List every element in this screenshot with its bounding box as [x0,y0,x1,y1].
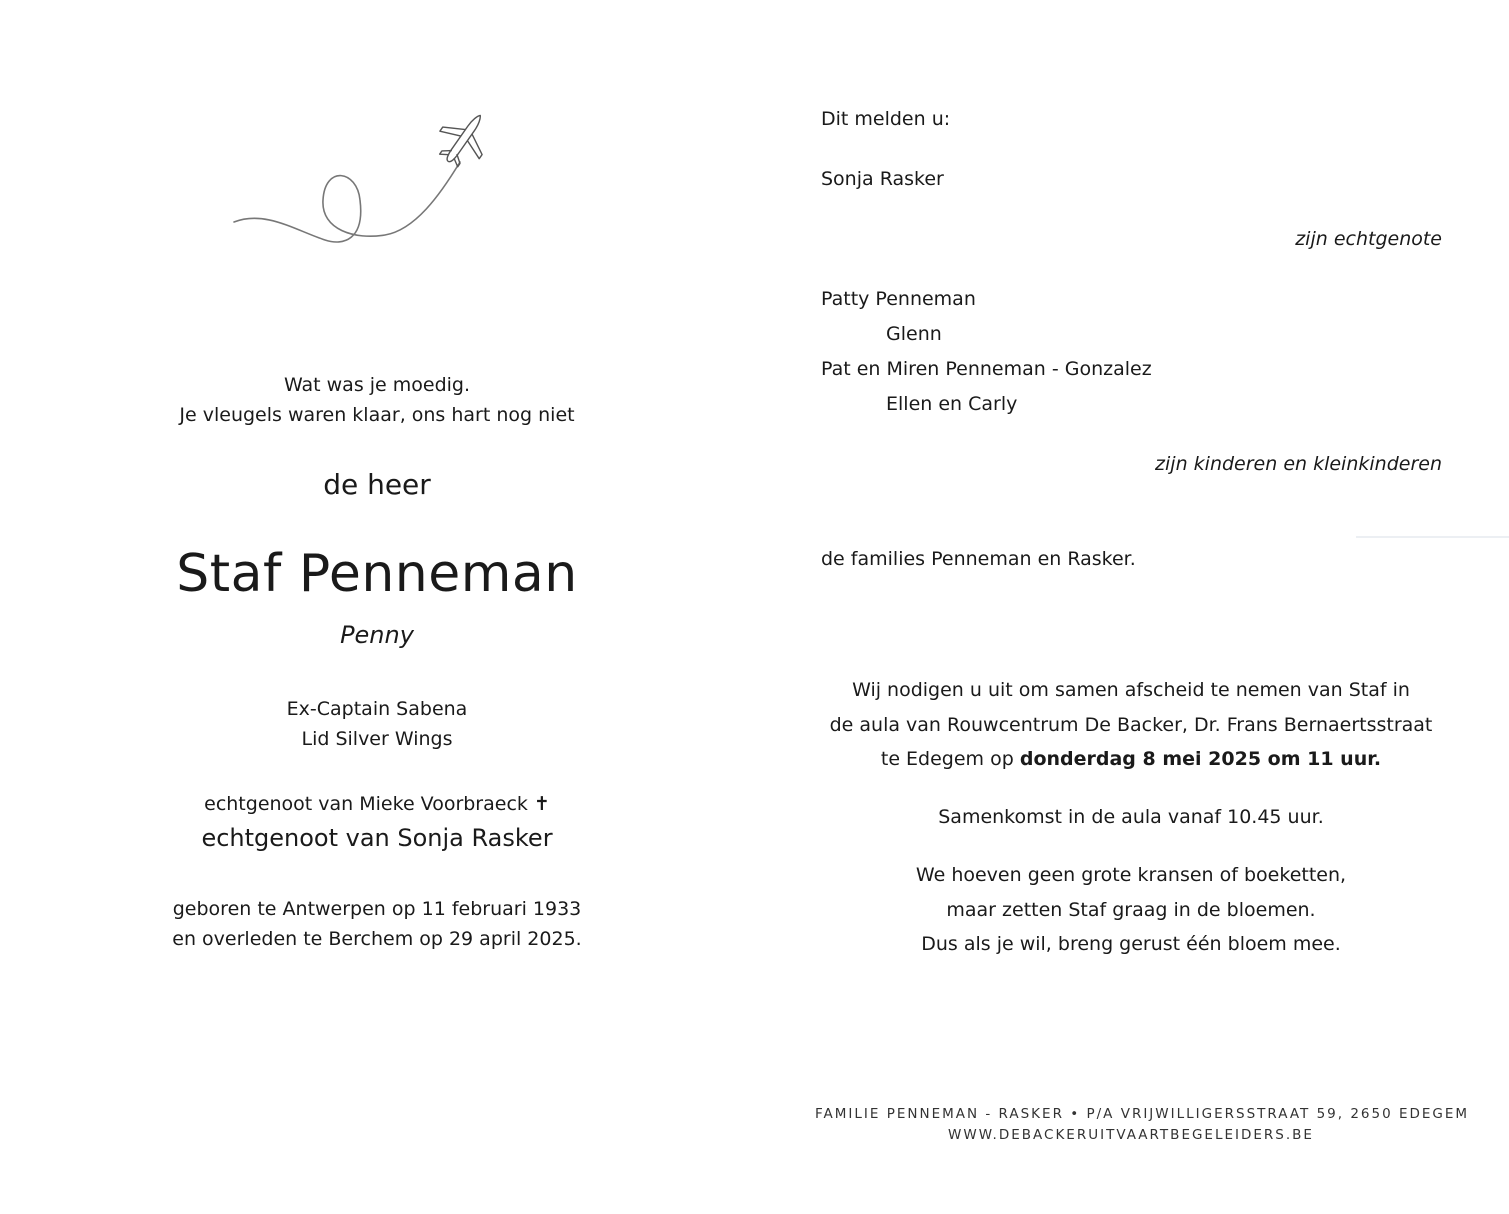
flowers-line-3: Dus als je wil, breng gerust één bloem mee. [921,933,1341,955]
gathering-text: Samenkomst in de aula vanaf 10.45 uur. [938,806,1324,828]
spouse-1-text: echtgenoot van Mieke Voorbraeck [204,793,528,815]
flowers-line-2: maar zetten Staf graag in de bloemen. [946,899,1316,921]
grandchild-row: Glenn [886,323,942,345]
invite-line-3-prefix: te Edegem op [880,748,1020,770]
role-line-1: Ex-Captain Sabena [286,698,468,720]
wife-label: zijn echtgenote [1295,228,1442,250]
intro-text: Dit melden u: [821,108,951,130]
invite-line-3 [815,748,1447,770]
quote-line-1: Wat was je moedig. [283,374,471,396]
spouse-line-2: echtgenoot van Sonja Rasker [201,824,553,852]
spouse-line-1 [87,793,667,815]
children-label: zijn kinderen en kleinkinderen [1155,453,1442,475]
airplane-loop-icon [225,100,495,264]
wife-name: Sonja Rasker [821,168,944,190]
service-date: donderdag 8 mei 2025 om 11 uur. [1019,748,1382,770]
death-line: en overleden te Berchem op 29 april 2025. [172,928,582,950]
birth-line: geboren te Antwerpen op 11 februari 1933 [172,898,582,920]
invite-line-1: Wij nodigen u uit om samen afscheid te nemen van Staf in [852,679,1410,701]
child-row: Pat en Miren Penneman - Gonzalez [821,358,1152,380]
quote-line-2: Je vleugels waren klaar, ons hart nog niet [179,404,575,426]
footer-address: FAMILIE PENNEMAN - RASKER • P/A VRIJWILLIGERSSTRAAT 59, 2650 EDEGEM [815,1106,1470,1122]
families-text: de families Penneman en Rasker. [821,548,1136,570]
cross-icon: ✝ [533,793,550,815]
title-prefix: de heer [323,468,431,501]
nickname: Penny [340,621,414,649]
grandchild-row: Ellen en Carly [886,393,1018,415]
deceased-name: Staf Penneman [176,544,578,604]
flowers-line-1: We hoeven geen grote kransen of boeketten, [915,864,1347,886]
role-line-2: Lid Silver Wings [301,728,453,750]
divider [1356,536,1509,538]
child-row: Patty Penneman [821,288,976,310]
footer-website: WWW.DEBACKERUITVAARTBEGELEIDERS.BE [948,1127,1314,1143]
invite-line-2: de aula van Rouwcentrum De Backer, Dr. Frans Bernaertsstraat [829,714,1433,736]
